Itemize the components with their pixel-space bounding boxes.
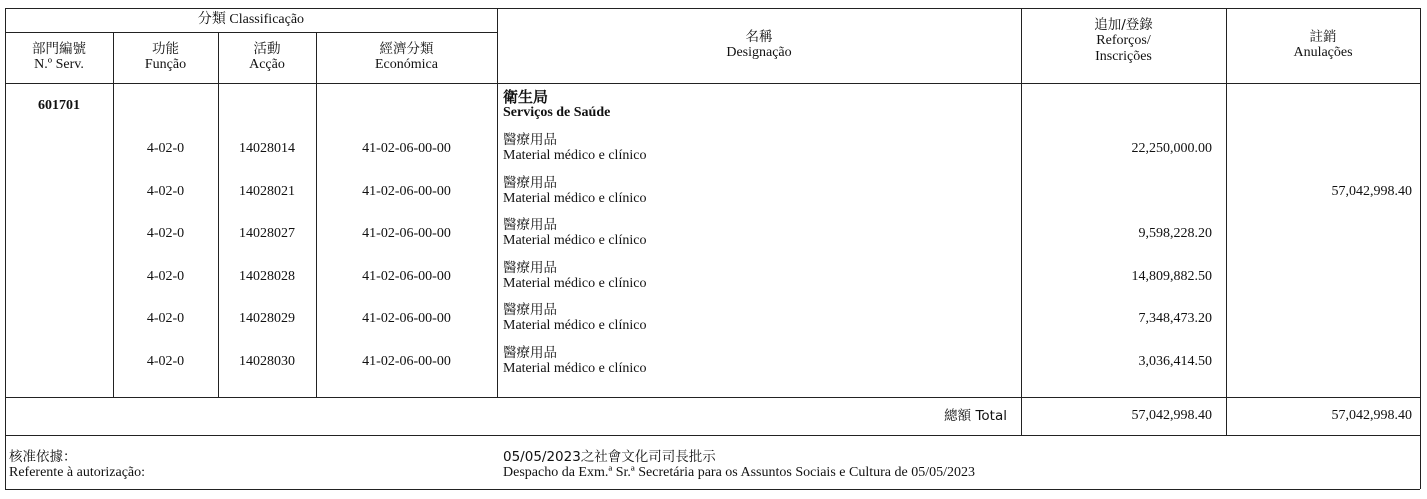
cell-economica: 41-02-06-00-00 [362, 141, 451, 156]
designacao-pt: Material médico e clínico [503, 361, 647, 376]
cell-anulacoes: 57,042,998.40 [1331, 184, 1412, 199]
authorization-label: 核准依據： Referente à autorização: [9, 449, 146, 480]
right-border [1420, 8, 1421, 489]
designacao-pt: Material médico e clínico [503, 148, 647, 163]
body-bottom-rule [5, 397, 1420, 398]
cell-reforcos: 9,598,228.20 [1138, 226, 1212, 241]
total-reforcos: 57,042,998.40 [1131, 408, 1212, 423]
col-divider-accao [316, 32, 317, 397]
cell-reforcos: 3,036,414.50 [1138, 354, 1212, 369]
designacao-zh: 醫療用品 [503, 302, 557, 318]
cell-funcao: 4-02-0 [146, 141, 185, 156]
designacao-zh: 醫療用品 [503, 175, 557, 191]
cell-funcao: 4-02-0 [146, 184, 185, 199]
classification-subheader-rule [5, 32, 497, 33]
cell-economica: 41-02-06-00-00 [362, 269, 451, 284]
cell-accao: 14028030 [239, 354, 295, 369]
cell-economica: 41-02-06-00-00 [362, 354, 451, 369]
cell-funcao: 4-02-0 [146, 354, 185, 369]
designacao-zh: 醫療用品 [503, 132, 557, 148]
col-divider-classification [497, 8, 498, 397]
col-divider-serv [113, 32, 114, 397]
header-accao: 活動 Acção [249, 41, 285, 72]
cell-designacao [503, 132, 646, 164]
col-divider-funcao [218, 32, 219, 397]
designacao-pt: Material médico e clínico [503, 191, 647, 206]
left-border [5, 8, 6, 489]
total-label: 總額 Total [944, 408, 1007, 424]
cell-accao: 14028021 [239, 184, 295, 199]
cell-designacao [503, 302, 646, 334]
cell-accao: 14028028 [239, 269, 295, 284]
header-serv: 部門編號 N.º Serv. [32, 41, 86, 72]
cell-reforcos: 14,809,882.50 [1131, 269, 1212, 284]
cell-accao: 14028027 [239, 226, 295, 241]
total-anulacoes: 57,042,998.40 [1331, 408, 1412, 423]
table-top-border [5, 8, 1420, 9]
cell-designacao [503, 345, 646, 377]
cell-funcao: 4-02-0 [146, 226, 185, 241]
header-reforcos: 追加/登錄 Reforços/ Inscrições [1094, 17, 1153, 64]
cell-accao: 14028014 [239, 141, 295, 156]
cell-reforcos: 22,250,000.00 [1131, 141, 1212, 156]
cell-economica: 41-02-06-00-00 [362, 184, 451, 199]
header-anulacoes: 註銷 Anulações [1293, 29, 1353, 60]
header-funcao: 功能 Função [144, 41, 187, 72]
cell-designacao [503, 260, 646, 292]
service-code: 601701 [38, 98, 80, 113]
authorization-text: 05/05/2023之社會文化司司長批示 Despacho da Exm.ª Sr.ª Secretária para os Assuntos Sociais e Cultura de 05/05/2023 [503, 449, 975, 480]
cell-economica: 41-02-06-00-00 [362, 311, 451, 326]
total-bottom-rule [5, 435, 1420, 436]
cell-designacao [503, 175, 646, 207]
classification-header: 分類 Classificação [197, 12, 305, 27]
designacao-pt: Material médico e clínico [503, 233, 647, 248]
designacao-zh: 醫療用品 [503, 345, 557, 361]
cell-reforcos: 7,348,473.20 [1138, 311, 1212, 326]
table-bottom-border [5, 489, 1420, 490]
designacao-zh: 醫療用品 [503, 217, 557, 233]
cell-accao: 14028029 [239, 311, 295, 326]
col-divider-designacao [1021, 8, 1022, 435]
header-designacao: 名稱 Designação [726, 29, 792, 60]
cell-economica: 41-02-06-00-00 [362, 226, 451, 241]
col-divider-reforcos [1226, 8, 1227, 435]
service-name: 衛生局 Serviços de Saúde [503, 88, 611, 120]
cell-funcao: 4-02-0 [146, 311, 185, 326]
cell-funcao: 4-02-0 [146, 269, 185, 284]
cell-designacao [503, 217, 646, 249]
designacao-pt: Material médico e clínico [503, 276, 647, 291]
designacao-zh: 醫療用品 [503, 260, 557, 276]
designacao-pt: Material médico e clínico [503, 318, 647, 333]
header-economica: 經濟分類 Económica [375, 41, 438, 72]
